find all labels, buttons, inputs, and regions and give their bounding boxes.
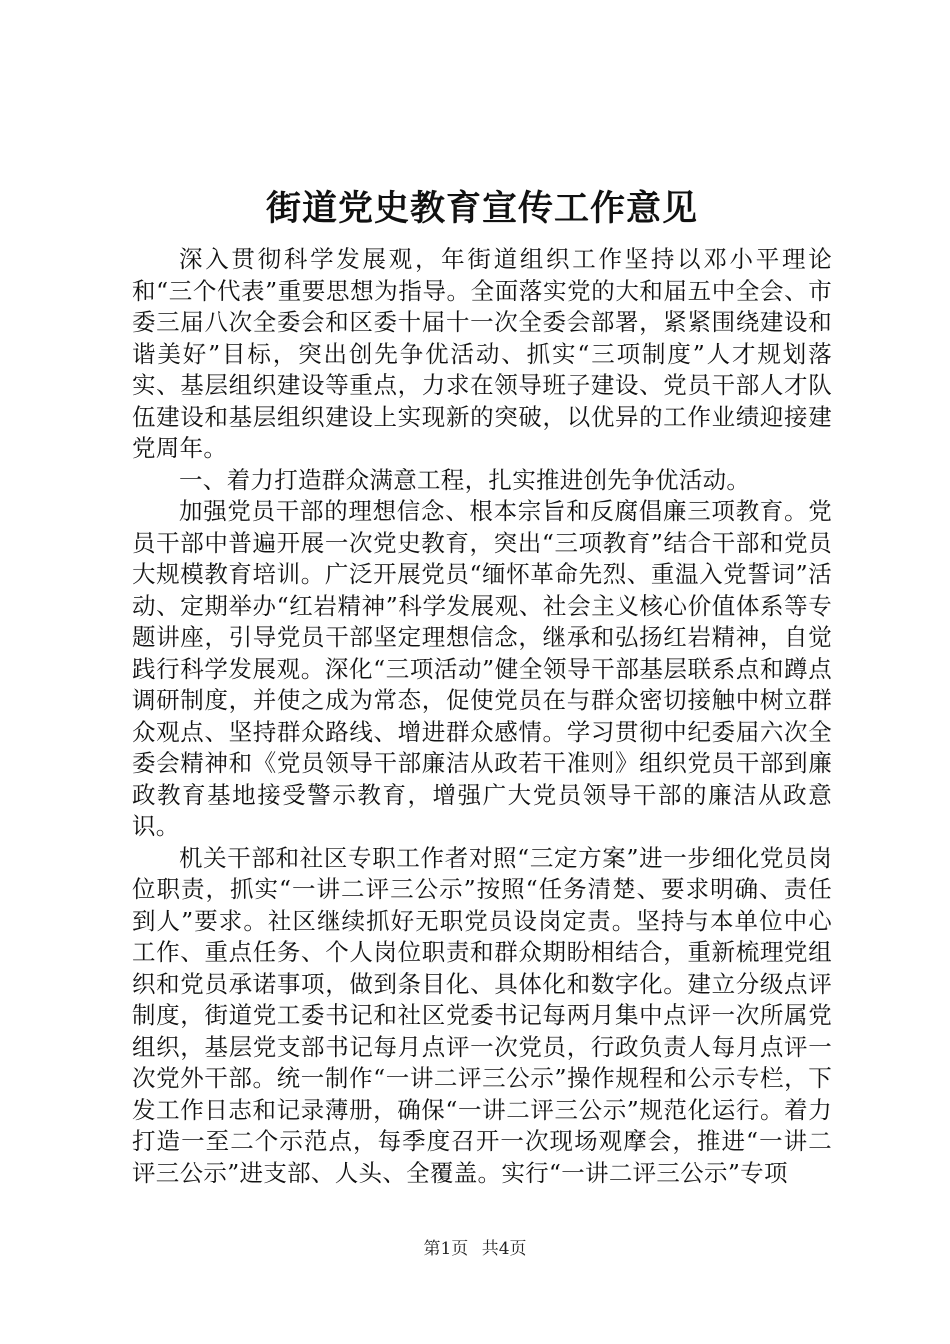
page-footer (0, 1238, 950, 1260)
page-number: 第1页 (423, 1239, 469, 1259)
page-total: 共4页 (481, 1239, 527, 1259)
paragraph-education: 加强党员干部的理想信念、根本宗旨和反腐倡廉三项教育。党员干部中普遍开展一次党史教育，突出“三项教育”结合干部和党员大规模教育培训。广泛开展党员“缅怀革命先烈、重温入党誓词”活动、定期举办“红岩精神”科学发展观、社会主义核心价值体系等专题讲座，引导党员干部坚定理想信念，继承和弘扬红岩精神，自觉践行科学发展观。深化“三项活动”健全领导干部基层联系点和蹲点调研制度，并使之成为常态，促使党员在与群众密切接触中树立群众观点、坚持群众路线、增进群众感情。学习贯彻中纪委届六次全委会精神和《党员领导干部廉洁从政若干准则》组织党员干部到廉政教育基地接受警示教育，增强广大党员领导干部的廉洁从政意识。 (132, 497, 832, 840)
section-heading-1: 一、着力打造群众满意工程，扎实推进创先争优活动。 (179, 465, 751, 494)
paragraph-duties: 机关干部和社区专职工作者对照“三定方案”进一步细化党员岗位职责，抓实“一讲二评三公示”按照“任务清楚、要求明确、责任到人”要求。社区继续抓好无职党员设岗定责。坚持与本单位中心工作、重点任务、个人岗位职责和群众期盼相结合，重新梳理党组织和党员承诺事项，做到条目化、具体化和数字化。建立分级点评制度，街道党工委书记和社区党委书记每两月集中点评一次所属党组织，基层党支部书记每月点评一次党员，行政负责人每月点评一次党外干部。统一制作“一讲二评三公示”操作规程和公示专栏，下发工作日志和记录薄册，确保“一讲二评三公示”规范化运行。着力打造一至二个示范点，每季度召开一次现场观摩会，推进“一讲二评三公示”进支部、人头、全覆盖。实行“一讲二评三公示”专项 (132, 843, 832, 1187)
document-title: 街道党史教育宣传工作意见 (265, 188, 698, 229)
paragraph-intro: 深入贯彻科学发展观，年街道组织工作坚持以邓小平理论和“三个代表”重要思想为指导。全面落实党的大和届五中全会、市委三届八次全委会和区委十届十一次全委会部署，紧紧围绕建设和谐美好”目标，突出创先争优活动、抓实“三项制度”人才规划落实、基层组织建设等重点，力求在领导班子建设、党员干部人才队伍建设和基层组织建设上实现新的突破，以优异的工作业绩迎接建党周年。 (132, 245, 832, 462)
document-page (132, 186, 832, 1189)
